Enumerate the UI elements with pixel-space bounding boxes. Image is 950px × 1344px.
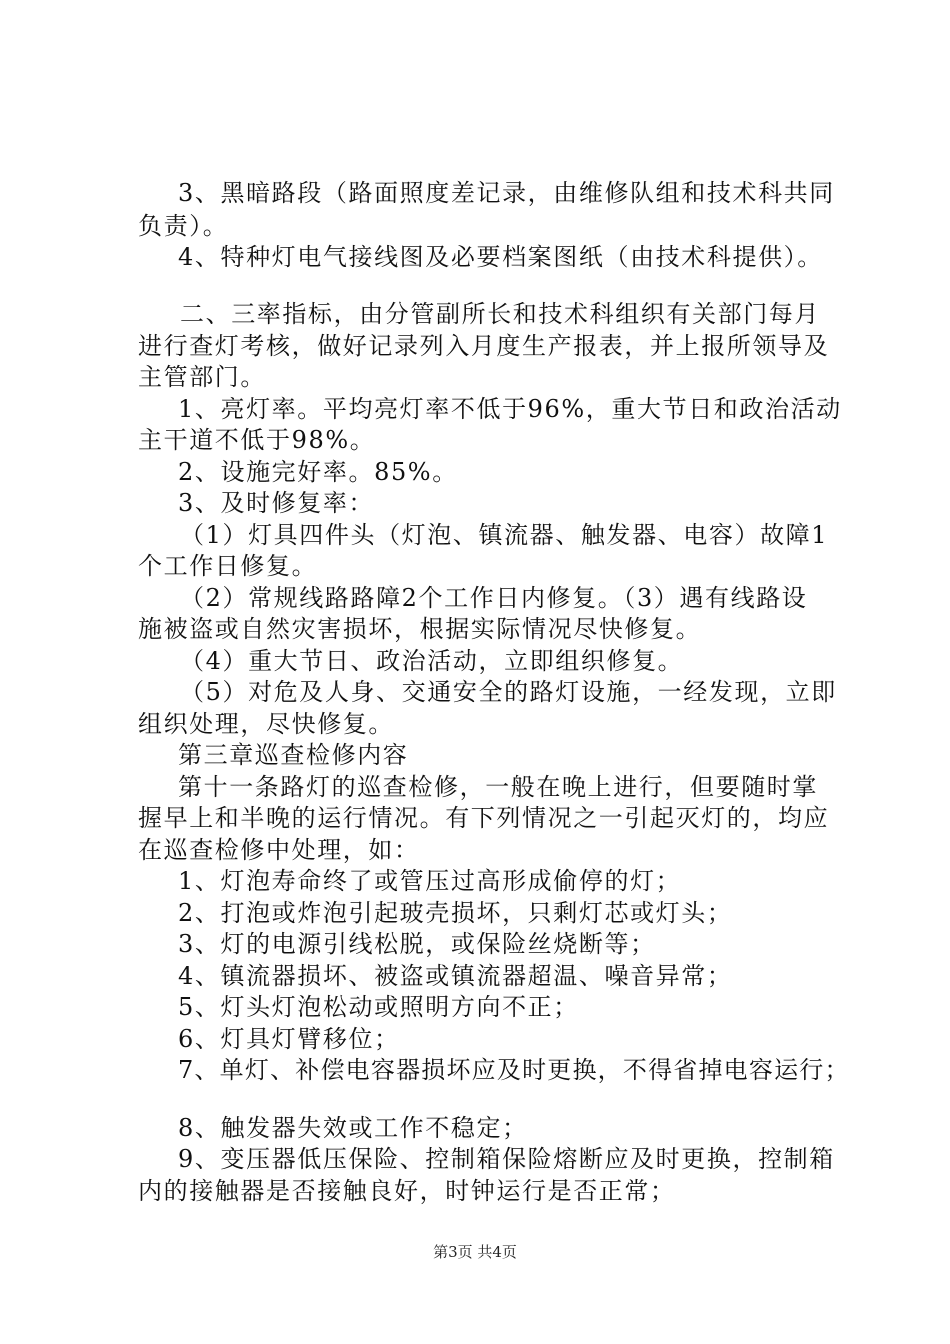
text-line: 2、设施完好率。85%。: [178, 458, 458, 486]
section-heading: 第三章巡查检修内容: [178, 741, 409, 769]
text-line: 组织处理，尽快修复。: [138, 710, 394, 738]
text-line: 负责）。: [138, 212, 229, 240]
text-line: 二、三率指标，由分管副所长和技术科组织有关部门每月: [180, 300, 820, 328]
text-line: 主管部门。: [138, 363, 266, 391]
list-item: 9、变压器低压保险、控制箱保险熔断应及时更换，控制箱: [178, 1145, 835, 1173]
text-line: 第十一条路灯的巡查检修，一般在晚上进行，但要随时掌: [178, 773, 818, 801]
text-line: （5）对危及人身、交通安全的路灯设施，一经发现，立即: [180, 678, 837, 706]
text-line: 主干道不低于98%。: [138, 426, 376, 454]
list-item: 1、灯泡寿命终了或管压过高形成偷停的灯；: [178, 867, 682, 895]
list-item: 2、打泡或炸泡引起玻壳损坏，只剩灯芯或灯头；: [178, 899, 733, 927]
text-line: 进行查灯考核，做好记录列入月度生产报表，并上报所领导及: [138, 332, 830, 360]
text-line: 3、及时修复率：: [178, 489, 375, 517]
list-item: 5、灯头灯泡松动或照明方向不正；: [178, 993, 579, 1021]
text-line: 施被盗或自然灾害损坏，根据实际情况尽快修复。: [138, 615, 702, 643]
text-line: 个工作日修复。: [138, 552, 318, 580]
page-footer: 第3页 共4页: [433, 1243, 517, 1261]
text-line: （2）常规线路路障2个工作日内修复。（3）遇有线路设: [180, 584, 808, 612]
text-line: 1、亮灯率。平均亮灯率不低于96%，重大节日和政治活动: [178, 395, 842, 423]
text-line: 在巡查检修中处理，如：: [138, 836, 420, 864]
text-line: 内的接触器是否接触良好，时钟运行是否正常；: [138, 1177, 676, 1205]
list-item: 7、单灯、补偿电容器损坏应及时更换，不得省掉电容运行；: [178, 1056, 850, 1084]
list-item: 6、灯具灯臂移位；: [178, 1025, 400, 1053]
list-item: 4、镇流器损坏、被盗或镇流器超温、噪音异常；: [178, 962, 733, 990]
list-item: 8、触发器失效或工作不稳定；: [178, 1114, 528, 1142]
text-line: 4、特种灯电气接线图及必要档案图纸（由技术科提供）。: [178, 243, 823, 271]
list-item: 3、灯的电源引线松脱，或保险丝烧断等；: [178, 930, 656, 958]
text-line: （1）灯具四件头（灯泡、镇流器、触发器、电容）故障1: [180, 521, 829, 549]
text-line: （4）重大节日、政治活动，立即组织修复。: [180, 647, 684, 675]
text-line: 握早上和半晚的运行情况。有下列情况之一引起灭灯的，均应: [138, 804, 830, 832]
text-line: 3、黑暗路段（路面照度差记录，由维修队组和技术科共同: [178, 179, 835, 207]
